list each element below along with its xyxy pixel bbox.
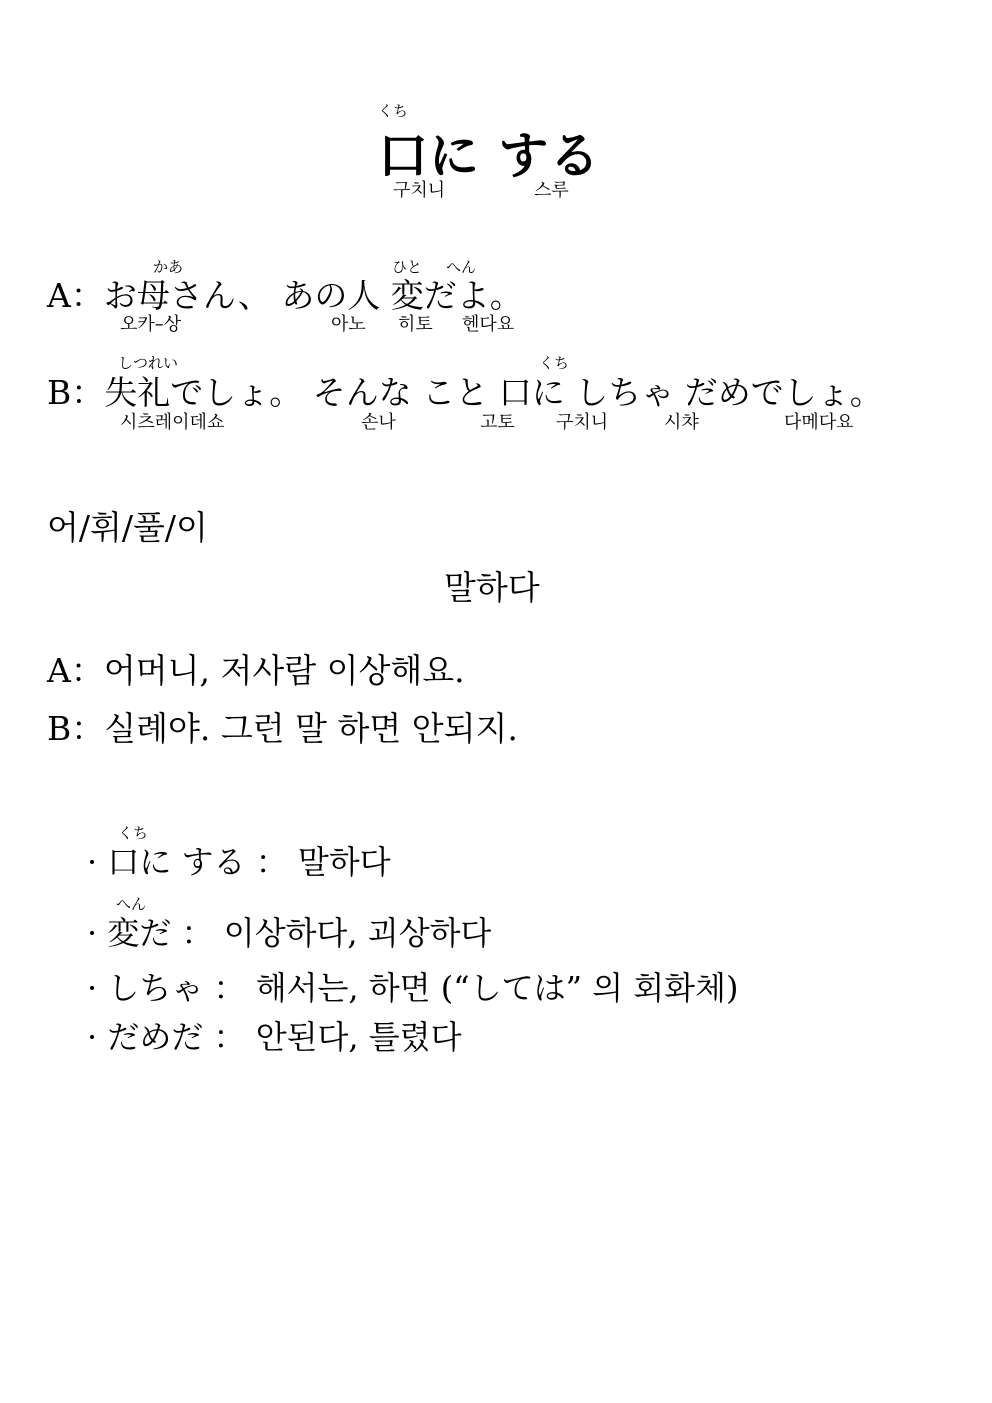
dialog-kr-a <box>47 645 465 692</box>
ruby-hito: ひと <box>392 258 423 276</box>
dialog-jp-a <box>47 270 523 317</box>
vocab-ruby-hen: へん <box>116 895 147 913</box>
vocab-item <box>87 908 491 954</box>
reading-hito: 히토 <box>398 314 433 335</box>
dialog-jp-a-text: お母さん、 あの人 変だよ。 <box>103 276 523 315</box>
ruby-kuchi: くち <box>539 354 570 372</box>
vocab-item-text: だめだ ： 안된다, 틀렸다 <box>107 1018 462 1056</box>
reading-kuchini: 구치니 <box>556 412 609 433</box>
speaker-kr-a: A： <box>47 651 104 690</box>
dialog-kr-b <box>47 703 518 750</box>
ruby-kaa: かあ <box>153 258 184 276</box>
title-reading-1: 구치니 <box>393 180 446 201</box>
meaning: 말하다 <box>444 568 540 607</box>
reading-shitsurei: 시츠레이데쇼 <box>120 412 225 433</box>
vocab-item <box>87 1012 462 1058</box>
reading-koto: 고토 <box>480 412 515 433</box>
speaker-kr-b: B： <box>47 709 105 748</box>
reading-damedayo: 다메다요 <box>784 412 854 433</box>
bullet-dot: · <box>87 1018 98 1056</box>
dialog-jp-b <box>47 367 883 414</box>
reading-shicha: 시챠 <box>664 412 699 433</box>
page-title: 口に する <box>378 126 601 185</box>
reading-ano: 아노 <box>331 314 366 335</box>
vocab-item <box>87 963 738 1009</box>
vocab-heading: 어/휘/풀/이 <box>47 508 208 547</box>
bullet-dot: · <box>87 969 98 1007</box>
vocab-item-text: 口に する ： 말하다 <box>107 843 391 881</box>
reading-sonna: 손나 <box>361 412 396 433</box>
bullet-dot: · <box>87 843 98 881</box>
dialog-kr-a-text: 어머니, 저사람 이상해요. <box>103 651 465 690</box>
dialog-jp-b-text: 失礼でしょ。 そんな こと 口に しちゃ だめでしょ。 <box>104 373 883 412</box>
bullet-dot: · <box>87 914 98 952</box>
ruby-hen: へん <box>446 258 477 276</box>
vocab-item <box>87 837 391 883</box>
speaker-a: A： <box>47 276 104 315</box>
speaker-b: B： <box>47 373 105 412</box>
vocab-ruby-kuchi: くち <box>118 824 149 842</box>
title-reading-2: 스루 <box>534 180 569 201</box>
dialog-kr-b-text: 실례야. 그런 말 하면 안되지. <box>104 709 518 748</box>
reading-hendayo: 헨다요 <box>462 314 515 335</box>
ruby-shitsurei: しつれい <box>118 354 179 372</box>
vocab-item-text: しちゃ ： 해서는, 하면 (“しては” 의 회화체) <box>107 969 739 1007</box>
vocab-item-text: 変だ ： 이상하다, 괴상하다 <box>107 914 492 952</box>
reading-okaasan: 오카–상 <box>120 314 182 335</box>
title-ruby: くち <box>378 102 409 120</box>
